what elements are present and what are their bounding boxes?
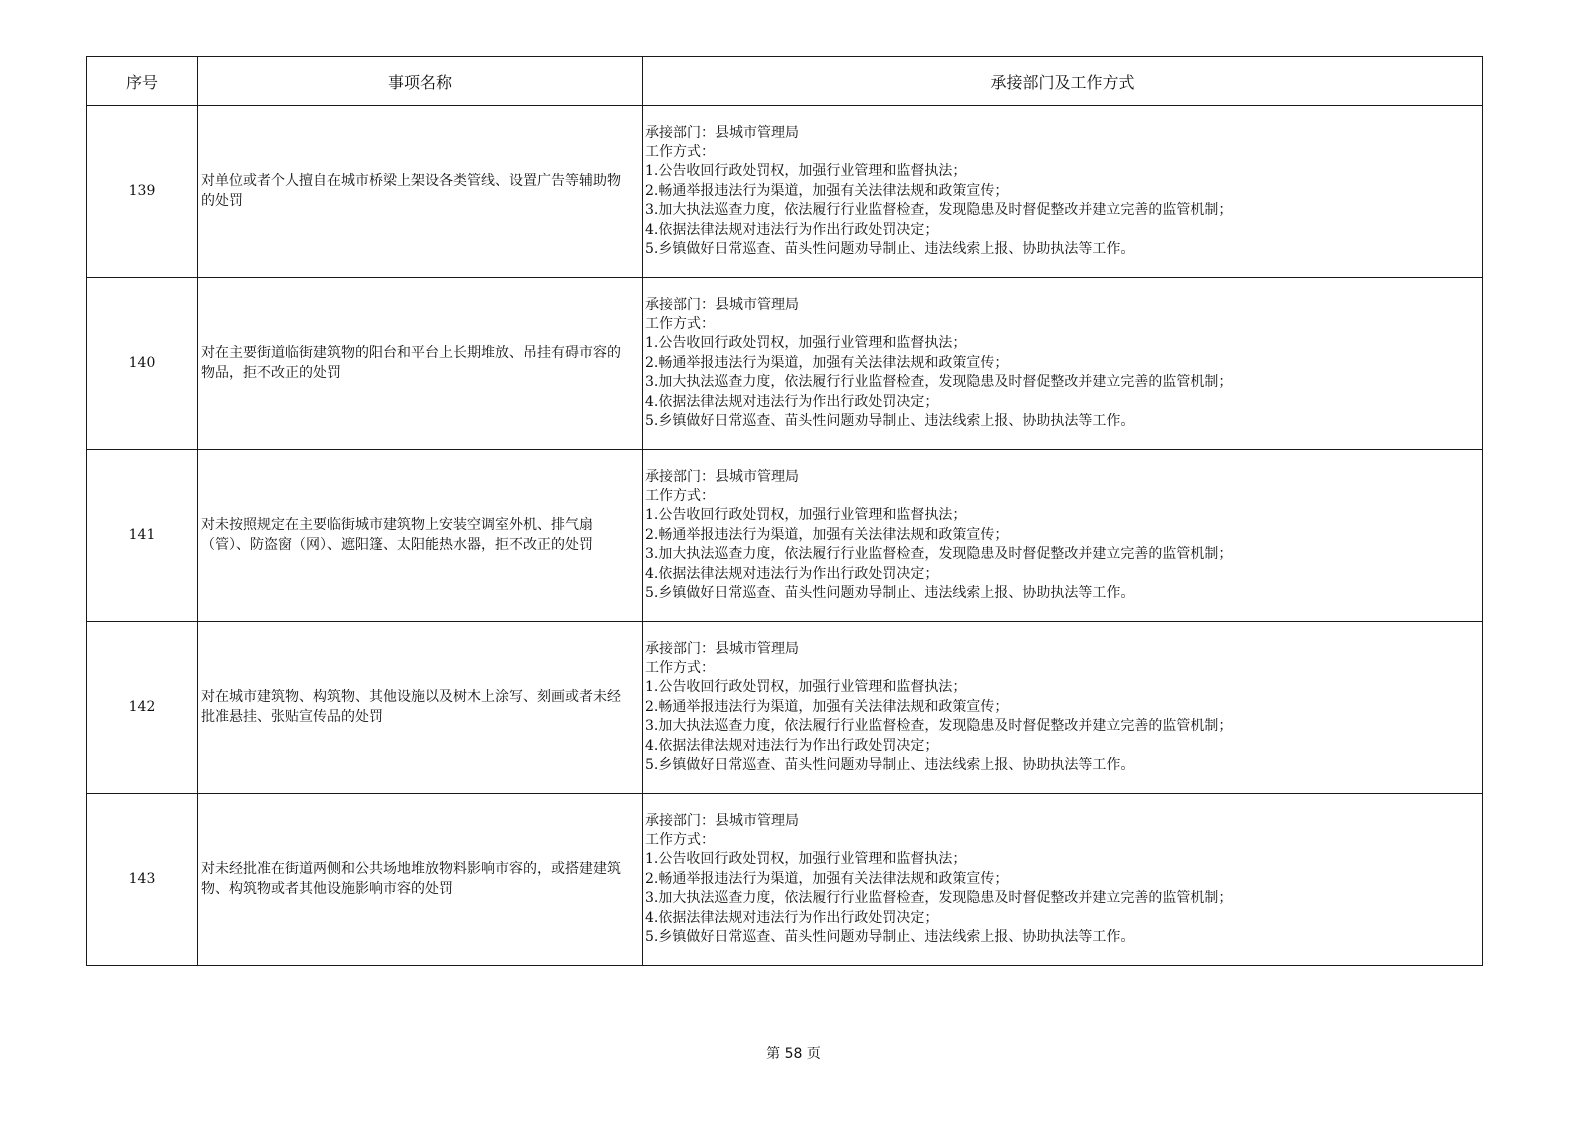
method-step-4: 4.依据法律法规对违法行为作出行政处罚决定； [645,565,939,582]
method-department-line: 承接部门：县城市管理局 [645,640,799,657]
method-step-1: 1.公告收回行政处罚权，加强行业管理和监督执法； [645,335,967,352]
method-heading-line: 工作方式： [645,315,715,332]
method-department-line: 承接部门：县城市管理局 [645,124,799,141]
method-step-4: 4.依据法律法规对违法行为作出行政处罚决定； [645,737,939,754]
method-step-1: 1.公告收回行政处罚权，加强行业管理和监督执法； [645,851,967,868]
method-step-1: 1.公告收回行政处罚权，加强行业管理和监督执法； [645,679,967,696]
method-step-1: 1.公告收回行政处罚权，加强行业管理和监督执法； [645,507,967,524]
method-step-5: 5.乡镇做好日常巡查、苗头性问题劝导制止、违法线索上报、协助执法等工作。 [645,757,1135,774]
method-step-5: 5.乡镇做好日常巡查、苗头性问题劝导制止、违法线索上报、协助执法等工作。 [645,413,1135,430]
table-header-row [87,57,1483,106]
method-step-3: 3.加大执法巡查力度，依法履行行业监督检查，发现隐患及时督促整改并建立完善的监管机制； [645,718,1233,735]
row-serial-number: 141 [87,450,198,622]
row-department-method [643,794,1483,966]
method-department-line: 承接部门：县城市管理局 [645,468,799,485]
row-serial-number: 139 [87,106,198,278]
table-row [87,794,1483,966]
method-step-4: 4.依据法律法规对违法行为作出行政处罚决定； [645,221,939,238]
method-step-3: 3.加大执法巡查力度，依法履行行业监督检查，发现隐患及时督促整改并建立完善的监管机制； [645,374,1233,391]
method-department-line: 承接部门：县城市管理局 [645,296,799,313]
method-step-5: 5.乡镇做好日常巡查、苗头性问题劝导制止、违法线索上报、协助执法等工作。 [645,241,1135,258]
method-step-2: 2.畅通举报违法行为渠道，加强有关法律法规和政策宣传； [645,698,1009,715]
method-step-3: 3.加大执法巡查力度，依法履行行业监督检查，发现隐患及时督促整改并建立完善的监管机制； [645,546,1233,563]
method-step-2: 2.畅通举报违法行为渠道，加强有关法律法规和政策宣传； [645,182,1009,199]
method-heading-line: 工作方式： [645,143,715,160]
row-department-method [643,622,1483,794]
method-step-5: 5.乡镇做好日常巡查、苗头性问题劝导制止、违法线索上报、协助执法等工作。 [645,585,1135,602]
method-heading-line: 工作方式： [645,659,715,676]
row-item-name: 对单位或者个人擅自在城市桥梁上架设各类管线、设置广告等辅助物的处罚 [198,106,643,278]
method-department-line: 承接部门：县城市管理局 [645,812,799,829]
row-department-method [643,106,1483,278]
row-item-name: 对未经批准在街道两侧和公共场地堆放物料影响市容的，或搭建建筑物、构筑物或者其他设施影响市容的处罚 [198,794,643,966]
header-item-name: 事项名称 [198,57,643,106]
table-row [87,106,1483,278]
matters-table [86,56,1483,966]
method-heading-line: 工作方式： [645,487,715,504]
method-step-2: 2.畅通举报违法行为渠道，加强有关法律法规和政策宣传； [645,870,1009,887]
method-step-3: 3.加大执法巡查力度，依法履行行业监督检查，发现隐患及时督促整改并建立完善的监管机制； [645,890,1233,907]
row-department-method [643,450,1483,622]
table-row [87,278,1483,450]
page-number: 第 58 页 [766,1046,821,1062]
method-step-2: 2.畅通举报违法行为渠道，加强有关法律法规和政策宣传； [645,354,1009,371]
row-item-name: 对在主要街道临街建筑物的阳台和平台上长期堆放、吊挂有碍市容的物品，拒不改正的处罚 [198,278,643,450]
row-department-method [643,278,1483,450]
table-row [87,450,1483,622]
header-department-method: 承接部门及工作方式 [643,57,1483,106]
method-step-1: 1.公告收回行政处罚权，加强行业管理和监督执法； [645,163,967,180]
row-serial-number: 140 [87,278,198,450]
row-serial-number: 143 [87,794,198,966]
row-item-name: 对在城市建筑物、构筑物、其他设施以及树木上涂写、刻画或者未经批准悬挂、张贴宣传品的处罚 [198,622,643,794]
row-item-name: 对未按照规定在主要临街城市建筑物上安装空调室外机、排气扇（管）、防盗窗（网）、遮阳篷、太阳能热水器，拒不改正的处罚 [198,450,643,622]
method-step-2: 2.畅通举报违法行为渠道，加强有关法律法规和政策宣传； [645,526,1009,543]
method-heading-line: 工作方式： [645,831,715,848]
row-serial-number: 142 [87,622,198,794]
table-row [87,622,1483,794]
header-serial-number: 序号 [87,57,198,106]
method-step-4: 4.依据法律法规对违法行为作出行政处罚决定； [645,909,939,926]
method-step-3: 3.加大执法巡查力度，依法履行行业监督检查，发现隐患及时督促整改并建立完善的监管机制； [645,202,1233,219]
method-step-5: 5.乡镇做好日常巡查、苗头性问题劝导制止、违法线索上报、协助执法等工作。 [645,929,1135,946]
method-step-4: 4.依据法律法规对违法行为作出行政处罚决定； [645,393,939,410]
